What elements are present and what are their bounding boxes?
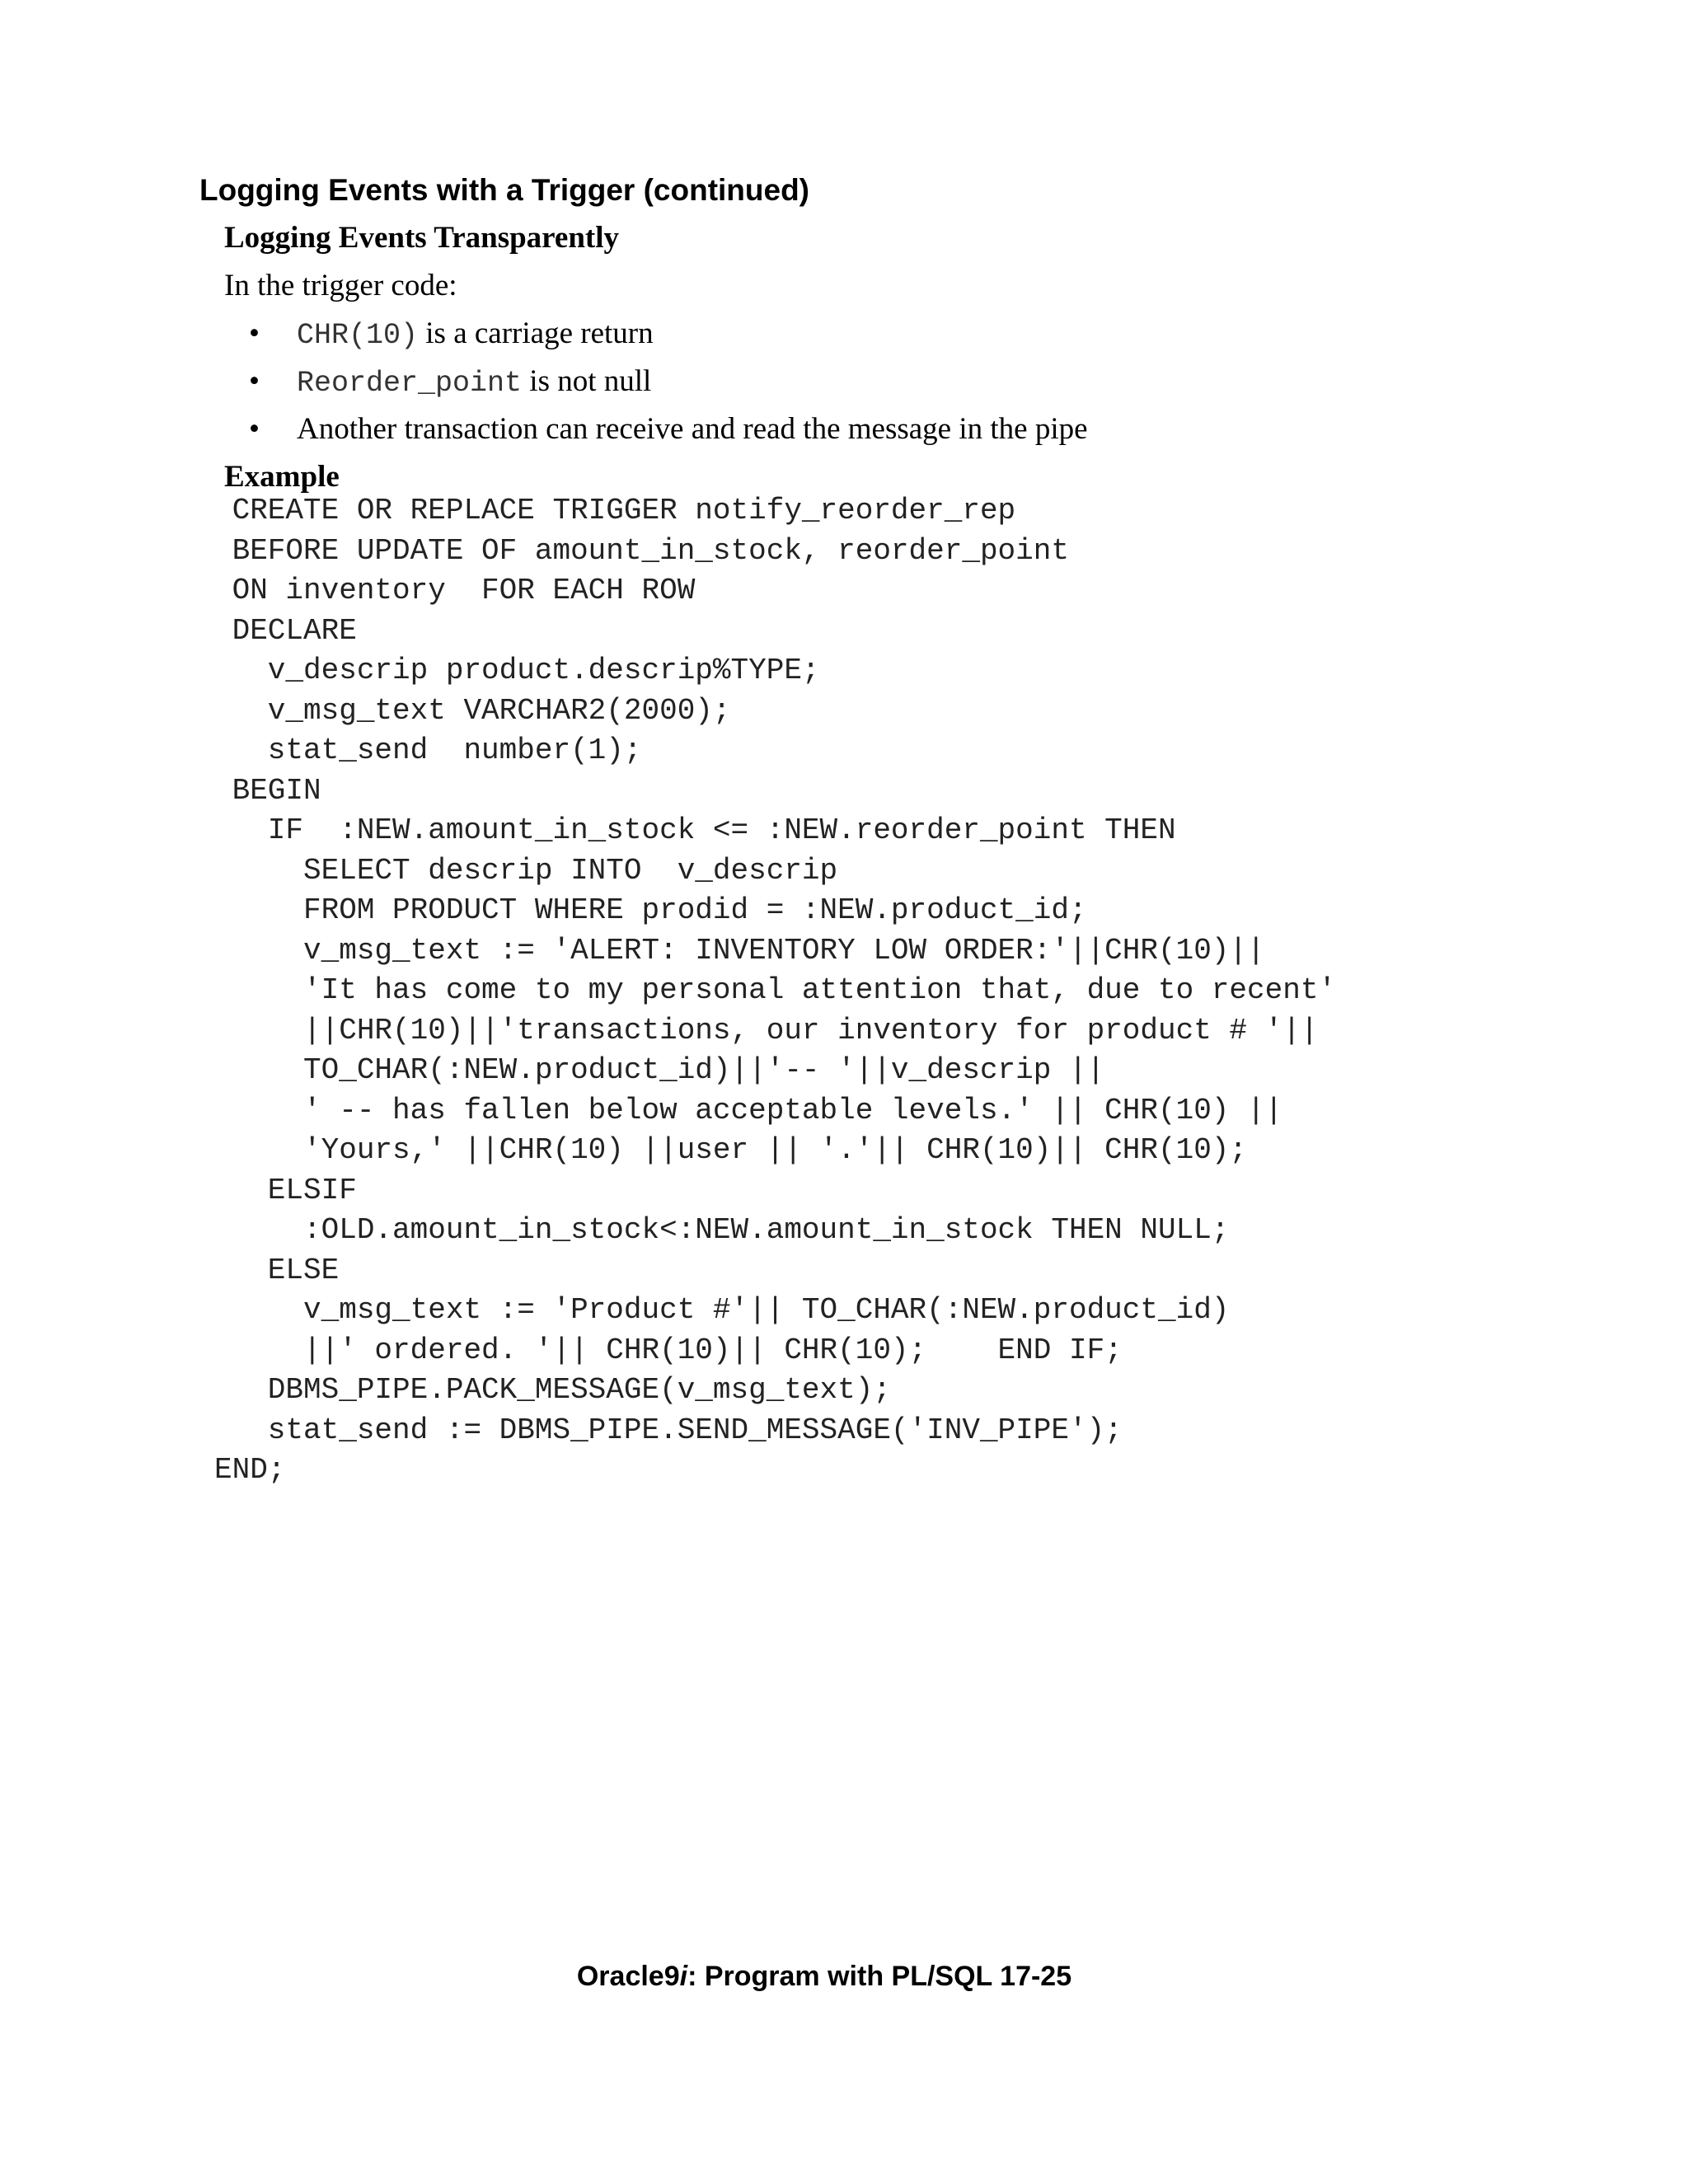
bullet-text: Another transaction can receive and read the message in the pipe: [297, 412, 1088, 446]
code-line: ||' ordered. '|| CHR(10)|| CHR(10); END IF;: [214, 1333, 1123, 1367]
code-line: CREATE OR REPLACE TRIGGER notify_reorder_rep: [214, 494, 1016, 527]
code-line: FROM PRODUCT WHERE prodid = :NEW.product_id;: [214, 893, 1087, 927]
code-line: 'Yours,' ||CHR(10) ||user || '.'|| CHR(10)|| CHR(10);: [214, 1133, 1248, 1167]
bullet-item: [224, 313, 1088, 361]
bullet-list: [224, 313, 1088, 457]
code-line: stat_send number(1);: [214, 733, 642, 767]
code-line: END;: [214, 1453, 286, 1487]
footer-italic: i: [679, 1961, 688, 1992]
page-footer: [0, 1958, 1648, 1994]
example-label: Example: [224, 460, 340, 494]
bullet-marker: •: [249, 412, 260, 446]
bullet-item: [224, 409, 1088, 457]
code-line: DBMS_PIPE.PACK_MESSAGE(v_msg_text);: [214, 1373, 891, 1407]
code-line: 'It has come to my personal attention that, due to recent': [214, 973, 1337, 1007]
bullet-marker: •: [249, 364, 260, 398]
code-line: ON inventory FOR EACH ROW: [214, 574, 696, 607]
code-line: TO_CHAR(:NEW.product_id)||'-- '||v_descrip ||: [214, 1053, 1105, 1087]
code-line: SELECT descrip INTO v_descrip: [214, 853, 838, 888]
intro-text: In the trigger code:: [224, 269, 457, 302]
code-line: BEGIN: [214, 773, 321, 808]
code-line: ELSIF: [214, 1173, 357, 1207]
bullet-text: is not null: [522, 364, 652, 398]
code-line: ||CHR(10)||'transactions, our inventory for product # '||: [214, 1013, 1319, 1047]
code-line: ELSE: [214, 1253, 340, 1287]
code-line: BEFORE UPDATE OF amount_in_stock, reorder_point: [214, 533, 1069, 568]
bullet-text: is a carriage return: [418, 316, 654, 350]
bullet-code: CHR(10): [297, 319, 419, 352]
section-subheading: Logging Events Transparently: [224, 221, 620, 255]
code-line: DECLARE: [214, 613, 357, 648]
code-line: IF :NEW.amount_in_stock <= :NEW.reorder_point THEN: [214, 813, 1176, 847]
bullet-marker: •: [249, 316, 260, 350]
footer-suffix: : Program with PL/SQL 17-25: [687, 1961, 1072, 1992]
code-line: v_msg_text := 'ALERT: INVENTORY LOW ORDER:'||CHR(10)||: [214, 933, 1265, 968]
bullet-code: Reorder_point: [297, 367, 523, 400]
code-line: ' -- has fallen below acceptable levels.' || CHR(10) ||: [214, 1093, 1283, 1127]
code-line: :OLD.amount_in_stock<:NEW.amount_in_stock THEN NULL;: [214, 1213, 1230, 1247]
code-line: v_descrip product.descrip%TYPE;: [214, 654, 820, 687]
code-line: v_msg_text := 'Product #'|| TO_CHAR(:NEW.product_id): [214, 1293, 1230, 1327]
page-heading: Logging Events with a Trigger (continued): [199, 173, 809, 207]
code-line: v_msg_text VARCHAR2(2000);: [214, 693, 731, 728]
bullet-item: [224, 361, 1088, 409]
code-block: [214, 491, 1336, 1491]
footer-prefix: Oracle9: [576, 1961, 680, 1992]
code-line: stat_send := DBMS_PIPE.SEND_MESSAGE('INV_PIPE');: [214, 1413, 1123, 1447]
